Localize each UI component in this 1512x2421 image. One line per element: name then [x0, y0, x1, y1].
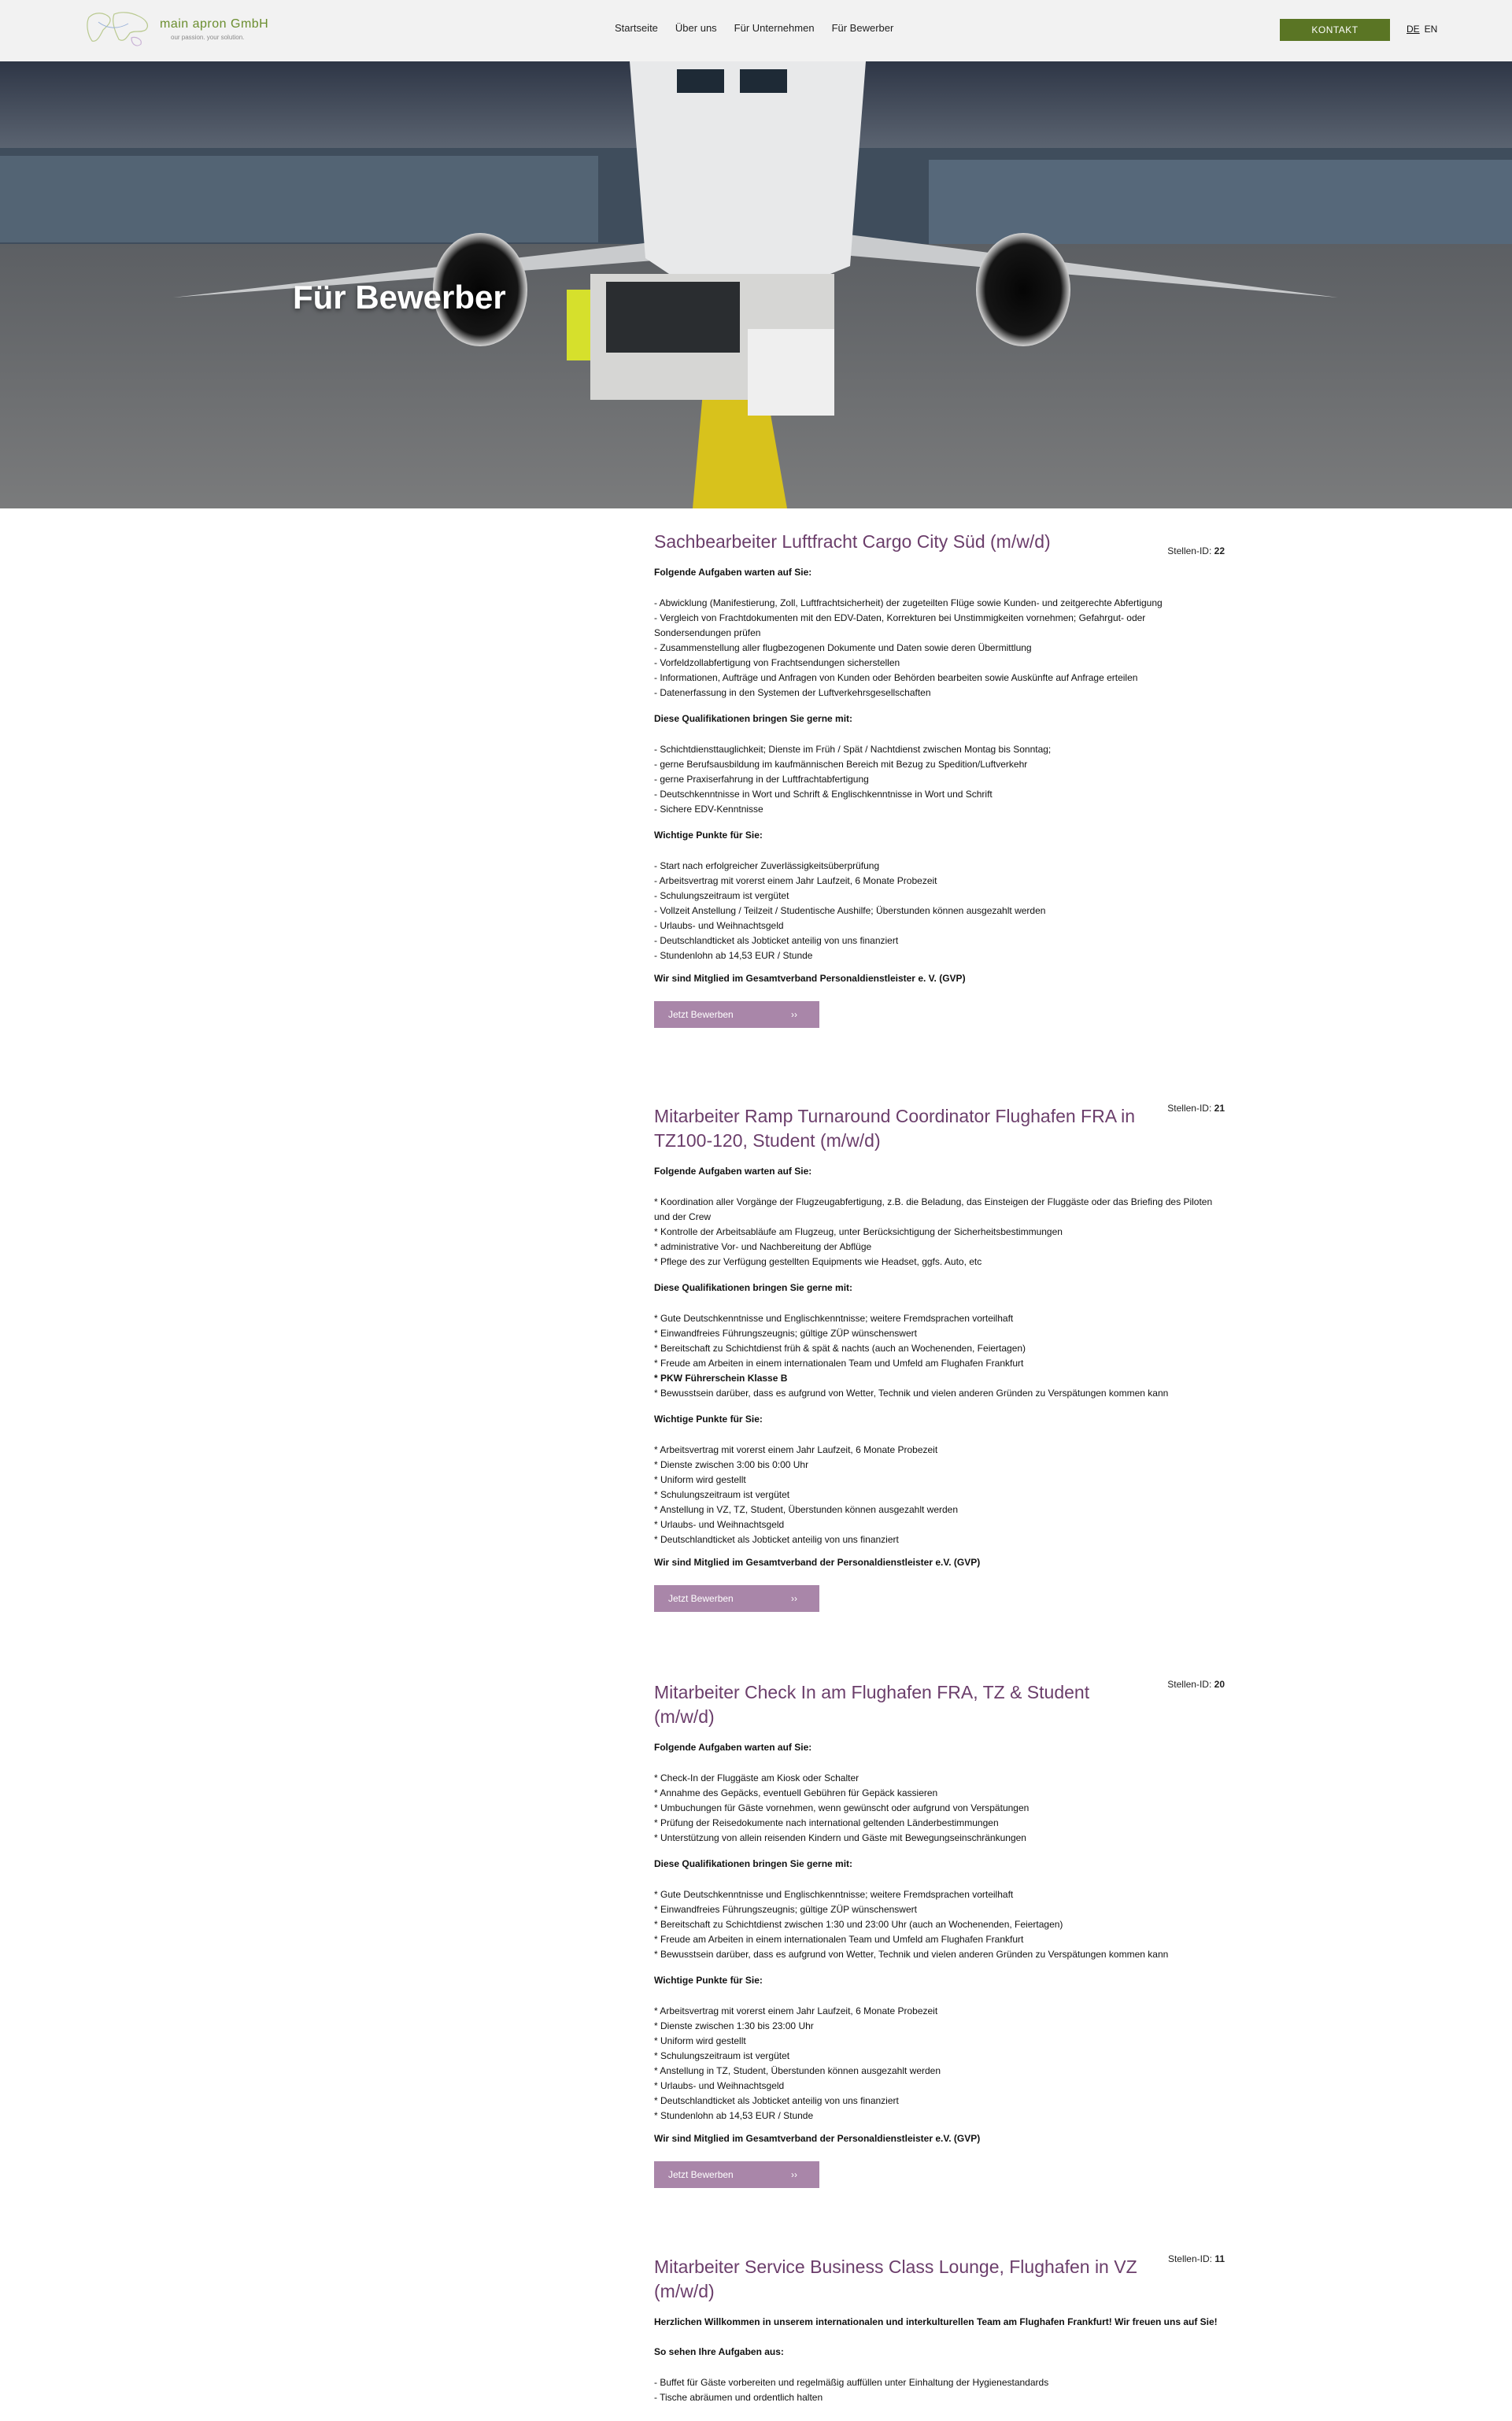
list-item: * Arbeitsvertrag mit vorerst einem Jahr Laufzeit, 6 Monate Probezeit	[654, 2005, 938, 2016]
section-title: Wichtige Punkte für Sie:	[654, 1975, 763, 1986]
list-item: - gerne Praxiserfahrung in der Luftfrachtabfertigung	[654, 774, 869, 785]
site-header	[0, 0, 1512, 61]
membership-note: Wir sind Mitglied im Gesamtverband Personaldienstleister e. V. (GVP)	[654, 973, 966, 984]
list-item: - Informationen, Aufträge und Anfragen von Kunden oder Behörden bearbeiten sowie Auskünfte auf Anfrage erteilen	[654, 672, 1138, 683]
job-id	[1168, 2253, 1225, 2264]
list-item: * Urlaubs- und Weihnachtsgeld	[654, 1519, 785, 1530]
benefit-list	[654, 2004, 1225, 2123]
list-item: * Deutschlandticket als Jobticket anteilig von uns finanziert	[654, 1534, 899, 1545]
list-item: * Uniform wird gestellt	[654, 2035, 746, 2046]
list-item: * Bereitschaft zu Schichtdienst zwischen 1:30 und 23:00 Uhr (auch an Wochenenden, Feiertagen)	[654, 1919, 1063, 1930]
job-listing	[654, 530, 1225, 1104]
nav-startseite[interactable]: Startseite	[615, 22, 658, 34]
section-title: So sehen Ihre Aufgaben aus:	[654, 2346, 784, 2357]
list-item: * Unterstützung von allein reisenden Kindern und Gäste mit Bewegungseinschränkungen	[654, 1832, 1026, 1843]
list-item: * Anstellung in VZ, TZ, Student, Überstunden können ausgezahlt werden	[654, 1504, 959, 1515]
apply-button[interactable]	[654, 1585, 819, 1612]
brand-tagline: our passion. your solution.	[171, 34, 245, 41]
world-map-logo-icon	[83, 6, 155, 52]
list-item: * Umbuchungen für Gäste vornehmen, wenn gewünscht oder aufgrund von Verspätungen	[654, 1802, 1030, 1813]
job-id-label: Stellen-ID:	[1167, 2253, 1212, 2264]
list-item: * Uniform wird gestellt	[654, 1474, 746, 1485]
double-chevron-right-icon: ››	[791, 1009, 797, 1020]
list-item: - Buffet für Gäste vorbereiten und regelmäßig auffüllen unter Einhaltung der Hygienestandards	[654, 2377, 1049, 2388]
job-title[interactable]: Mitarbeiter Check In am Flughafen FRA, TZ & Student (m/w/d)	[654, 1682, 1090, 1727]
task-list	[654, 2375, 1225, 2405]
list-item: * Bewusstsein darüber, dass es aufgrund von Wetter, Technik und vielen anderen Gründen zu Verspätungen kommen kann	[654, 1388, 1169, 1399]
section-title: Diese Qualifikationen bringen Sie gerne mit:	[654, 713, 853, 724]
nav-fuer-unternehmen[interactable]: Für Unternehmen	[734, 22, 815, 34]
list-item: - gerne Berufsausbildung im kaufmännischen Bereich mit Bezug zu Spedition/Luftverkehr	[654, 759, 1028, 770]
lang-de[interactable]: DE	[1407, 24, 1420, 35]
apply-button[interactable]	[654, 2161, 819, 2188]
job-id-value: 20	[1214, 1679, 1225, 1690]
list-item: * PKW Führerschein Klasse B	[654, 1373, 788, 1384]
list-item: * Anstellung in TZ, Student, Überstunden können ausgezahlt werden	[654, 2065, 941, 2076]
job-id-value: 21	[1214, 1103, 1225, 1114]
list-item: * Einwandfreies Führungszeugnis; gültige ZÜP wünschenswert	[654, 1328, 917, 1339]
job-listing	[654, 1680, 1225, 2255]
list-item: * Gute Deutschkenntnisse und Englischkenntnisse; weitere Fremdsprachen vorteilhaft	[654, 1889, 1014, 1900]
list-item: * Gute Deutschkenntnisse und Englischkenntnisse; weitere Fremdsprachen vorteilhaft	[654, 1313, 1014, 1324]
list-item: * Einwandfreies Führungszeugnis; gültige ZÜP wünschenswert	[654, 1904, 917, 1915]
lang-en[interactable]: EN	[1424, 24, 1438, 35]
membership-note: Wir sind Mitglied im Gesamtverband der Personaldienstleister e.V. (GVP)	[654, 2133, 981, 2144]
list-item: * Stundenlohn ab 14,53 EUR / Stunde	[654, 2110, 814, 2121]
job-listing	[654, 2255, 1225, 2405]
list-item: - Start nach erfolgreicher Zuverlässigkeitsüberprüfung	[654, 860, 880, 871]
apply-label: Jetzt Bewerben	[668, 2169, 734, 2180]
apply-button[interactable]	[654, 1001, 819, 1028]
list-item: - Sichere EDV-Kenntnisse	[654, 804, 763, 815]
list-item: * Annahme des Gepäcks, eventuell Gebühren für Gepäck kassieren	[654, 1787, 938, 1798]
page-title: Für Bewerber	[293, 279, 506, 316]
apply-label: Jetzt Bewerben	[668, 1009, 734, 1020]
list-item: * administrative Vor- und Nachbereitung der Abflüge	[654, 1241, 872, 1252]
list-item: * Deutschlandticket als Jobticket anteilig von uns finanziert	[654, 2095, 899, 2106]
list-item: - Datenerfassung in den Systemen der Luftverkehrsgesellschaften	[654, 687, 931, 698]
list-item: * Kontrolle der Arbeitsabläufe am Flugzeug, unter Berücksichtigung der Sicherheitsbestimmungen	[654, 1226, 1063, 1237]
list-item: - Schichtdiensttauglichkeit; Dienste im Früh / Spät / Nachtdienst zwischen Montag bis Sonntag;	[654, 744, 1052, 755]
job-id	[1167, 545, 1225, 556]
double-chevron-right-icon: ››	[791, 1593, 797, 1604]
qualification-list	[654, 1311, 1225, 1401]
language-switcher	[1407, 24, 1437, 35]
apply-label: Jetzt Bewerben	[668, 1593, 734, 1604]
list-item: * Dienste zwischen 1:30 bis 23:00 Uhr	[654, 2020, 814, 2031]
list-item: * Bewusstsein darüber, dass es aufgrund von Wetter, Technik und vielen anderen Gründen zu Verspätungen kommen kann	[654, 1949, 1169, 1960]
list-item: - Arbeitsvertrag mit vorerst einem Jahr Laufzeit, 6 Monate Probezeit	[654, 875, 937, 886]
airport-apron-image	[0, 61, 1512, 508]
list-item: * Prüfung der Reisedokumente nach international geltenden Länderbestimmungen	[654, 1817, 999, 1828]
task-list	[654, 1771, 1225, 1846]
job-listings	[654, 510, 1225, 2405]
main-nav	[615, 22, 893, 34]
nav-ueber-uns[interactable]: Über uns	[675, 22, 717, 34]
list-item: - Stundenlohn ab 14,53 EUR / Stunde	[654, 950, 813, 961]
double-chevron-right-icon: ››	[791, 2169, 797, 2180]
list-item: * Bereitschaft zu Schichtdienst früh & spät & nachts (auch an Wochenenden, Feiertagen)	[654, 1343, 1026, 1354]
job-id-label: Stellen-ID:	[1167, 1103, 1212, 1114]
list-item: * Schulungszeitraum ist vergütet	[654, 2050, 790, 2061]
list-item: - Deutschkenntnisse in Wort und Schrift & Englischkenntnisse in Wort und Schrift	[654, 789, 993, 800]
section-title: Diese Qualifikationen bringen Sie gerne mit:	[654, 1282, 853, 1293]
section-title: Folgende Aufgaben warten auf Sie:	[654, 1166, 812, 1177]
nav-fuer-bewerber[interactable]: Für Bewerber	[831, 22, 894, 34]
qualification-list	[654, 1887, 1225, 1962]
list-item: - Vorfeldzollabfertigung von Frachtsendungen sicherstellen	[654, 657, 900, 668]
list-item: * Check-In der Fluggäste am Kiosk oder Schalter	[654, 1772, 860, 1783]
list-item: - Deutschlandticket als Jobticket anteilig von uns finanziert	[654, 935, 899, 946]
list-item: * Freude am Arbeiten in einem internationalen Team und Umfeld am Flughafen Frankfurt	[654, 1358, 1024, 1369]
list-item: * Koordination aller Vorgänge der Flugzeugabfertigung, z.B. die Beladung, das Einsteigen der Fluggäste oder das Briefing des Piloten und der Crew	[654, 1196, 1213, 1222]
job-title[interactable]: Sachbearbeiter Luftfracht Cargo City Süd (m/w/d)	[654, 531, 1051, 552]
job-id	[1167, 1103, 1225, 1114]
section-title: Wichtige Punkte für Sie:	[654, 1414, 763, 1425]
list-item: * Arbeitsvertrag mit vorerst einem Jahr Laufzeit, 6 Monate Probezeit	[654, 1444, 938, 1455]
list-item: * Freude am Arbeiten in einem internationalen Team und Umfeld am Flughafen Frankfurt	[654, 1934, 1024, 1945]
job-id	[1167, 1679, 1225, 1690]
task-list	[654, 1195, 1225, 1270]
hero-banner	[0, 61, 1512, 508]
list-item: * Schulungszeitraum ist vergütet	[654, 1489, 790, 1500]
list-item: - Schulungszeitraum ist vergütet	[654, 890, 789, 901]
task-list	[654, 596, 1225, 700]
job-title[interactable]: Mitarbeiter Service Business Class Lounge, Flughafen in VZ (m/w/d)	[654, 2257, 1137, 2301]
brand-logo[interactable]	[83, 6, 287, 52]
list-item: - Vergleich von Frachtdokumenten mit den EDV-Daten, Korrekturen bei Unstimmigkeiten vornehmen; Gefahrgut- oder Sondersendungen prüfen	[654, 612, 1146, 638]
list-item: - Vollzeit Anstellung / Teilzeit / Studentische Aushilfe; Überstunden können ausgezahlt werden	[654, 905, 1046, 916]
section-title: Folgende Aufgaben warten auf Sie:	[654, 567, 812, 578]
section-title: Folgende Aufgaben warten auf Sie:	[654, 1742, 812, 1753]
list-item: - Tische abräumen und ordentlich halten	[654, 2392, 823, 2403]
list-item: - Zusammenstellung aller flugbezogenen Dokumente und Daten sowie deren Übermittlung	[654, 642, 1032, 653]
job-listing	[654, 1104, 1225, 1680]
section-title: Wichtige Punkte für Sie:	[654, 830, 763, 841]
membership-note: Wir sind Mitglied im Gesamtverband der Personaldienstleister e.V. (GVP)	[654, 1557, 981, 1568]
list-item: * Pflege des zur Verfügung gestellten Equipments wie Headset, ggfs. Auto, etc	[654, 1256, 982, 1267]
job-id-label: Stellen-ID:	[1167, 545, 1212, 556]
welcome-text: Herzlichen Willkommen in unserem internationalen und interkulturellen Team am Flughafen Frankfurt! Wir freuen uns auf Sie!	[654, 2316, 1218, 2327]
list-item: - Abwicklung (Manifestierung, Zoll, Luftfrachtsicherheit) der zugeteilten Flüge sowie Kunden- und zeitgerechte Abfertigung	[654, 597, 1163, 608]
qualification-list	[654, 742, 1225, 817]
job-id-value: 11	[1214, 2253, 1225, 2264]
section-title: Diese Qualifikationen bringen Sie gerne mit:	[654, 1858, 853, 1869]
list-item: * Urlaubs- und Weihnachtsgeld	[654, 2080, 785, 2091]
benefit-list	[654, 859, 1225, 963]
brand-name: main apron GmbH	[160, 17, 269, 31]
contact-button[interactable]: KONTAKT	[1280, 19, 1390, 41]
list-item: * Dienste zwischen 3:00 bis 0:00 Uhr	[654, 1459, 809, 1470]
job-id-value: 22	[1214, 545, 1225, 556]
job-id-label: Stellen-ID:	[1167, 1679, 1212, 1690]
job-title[interactable]: Mitarbeiter Ramp Turnaround Coordinator Flughafen FRA in TZ100-120, Student (m/w/d)	[654, 1106, 1136, 1151]
benefit-list	[654, 1443, 1225, 1547]
list-item: - Urlaubs- und Weihnachtsgeld	[654, 920, 784, 931]
